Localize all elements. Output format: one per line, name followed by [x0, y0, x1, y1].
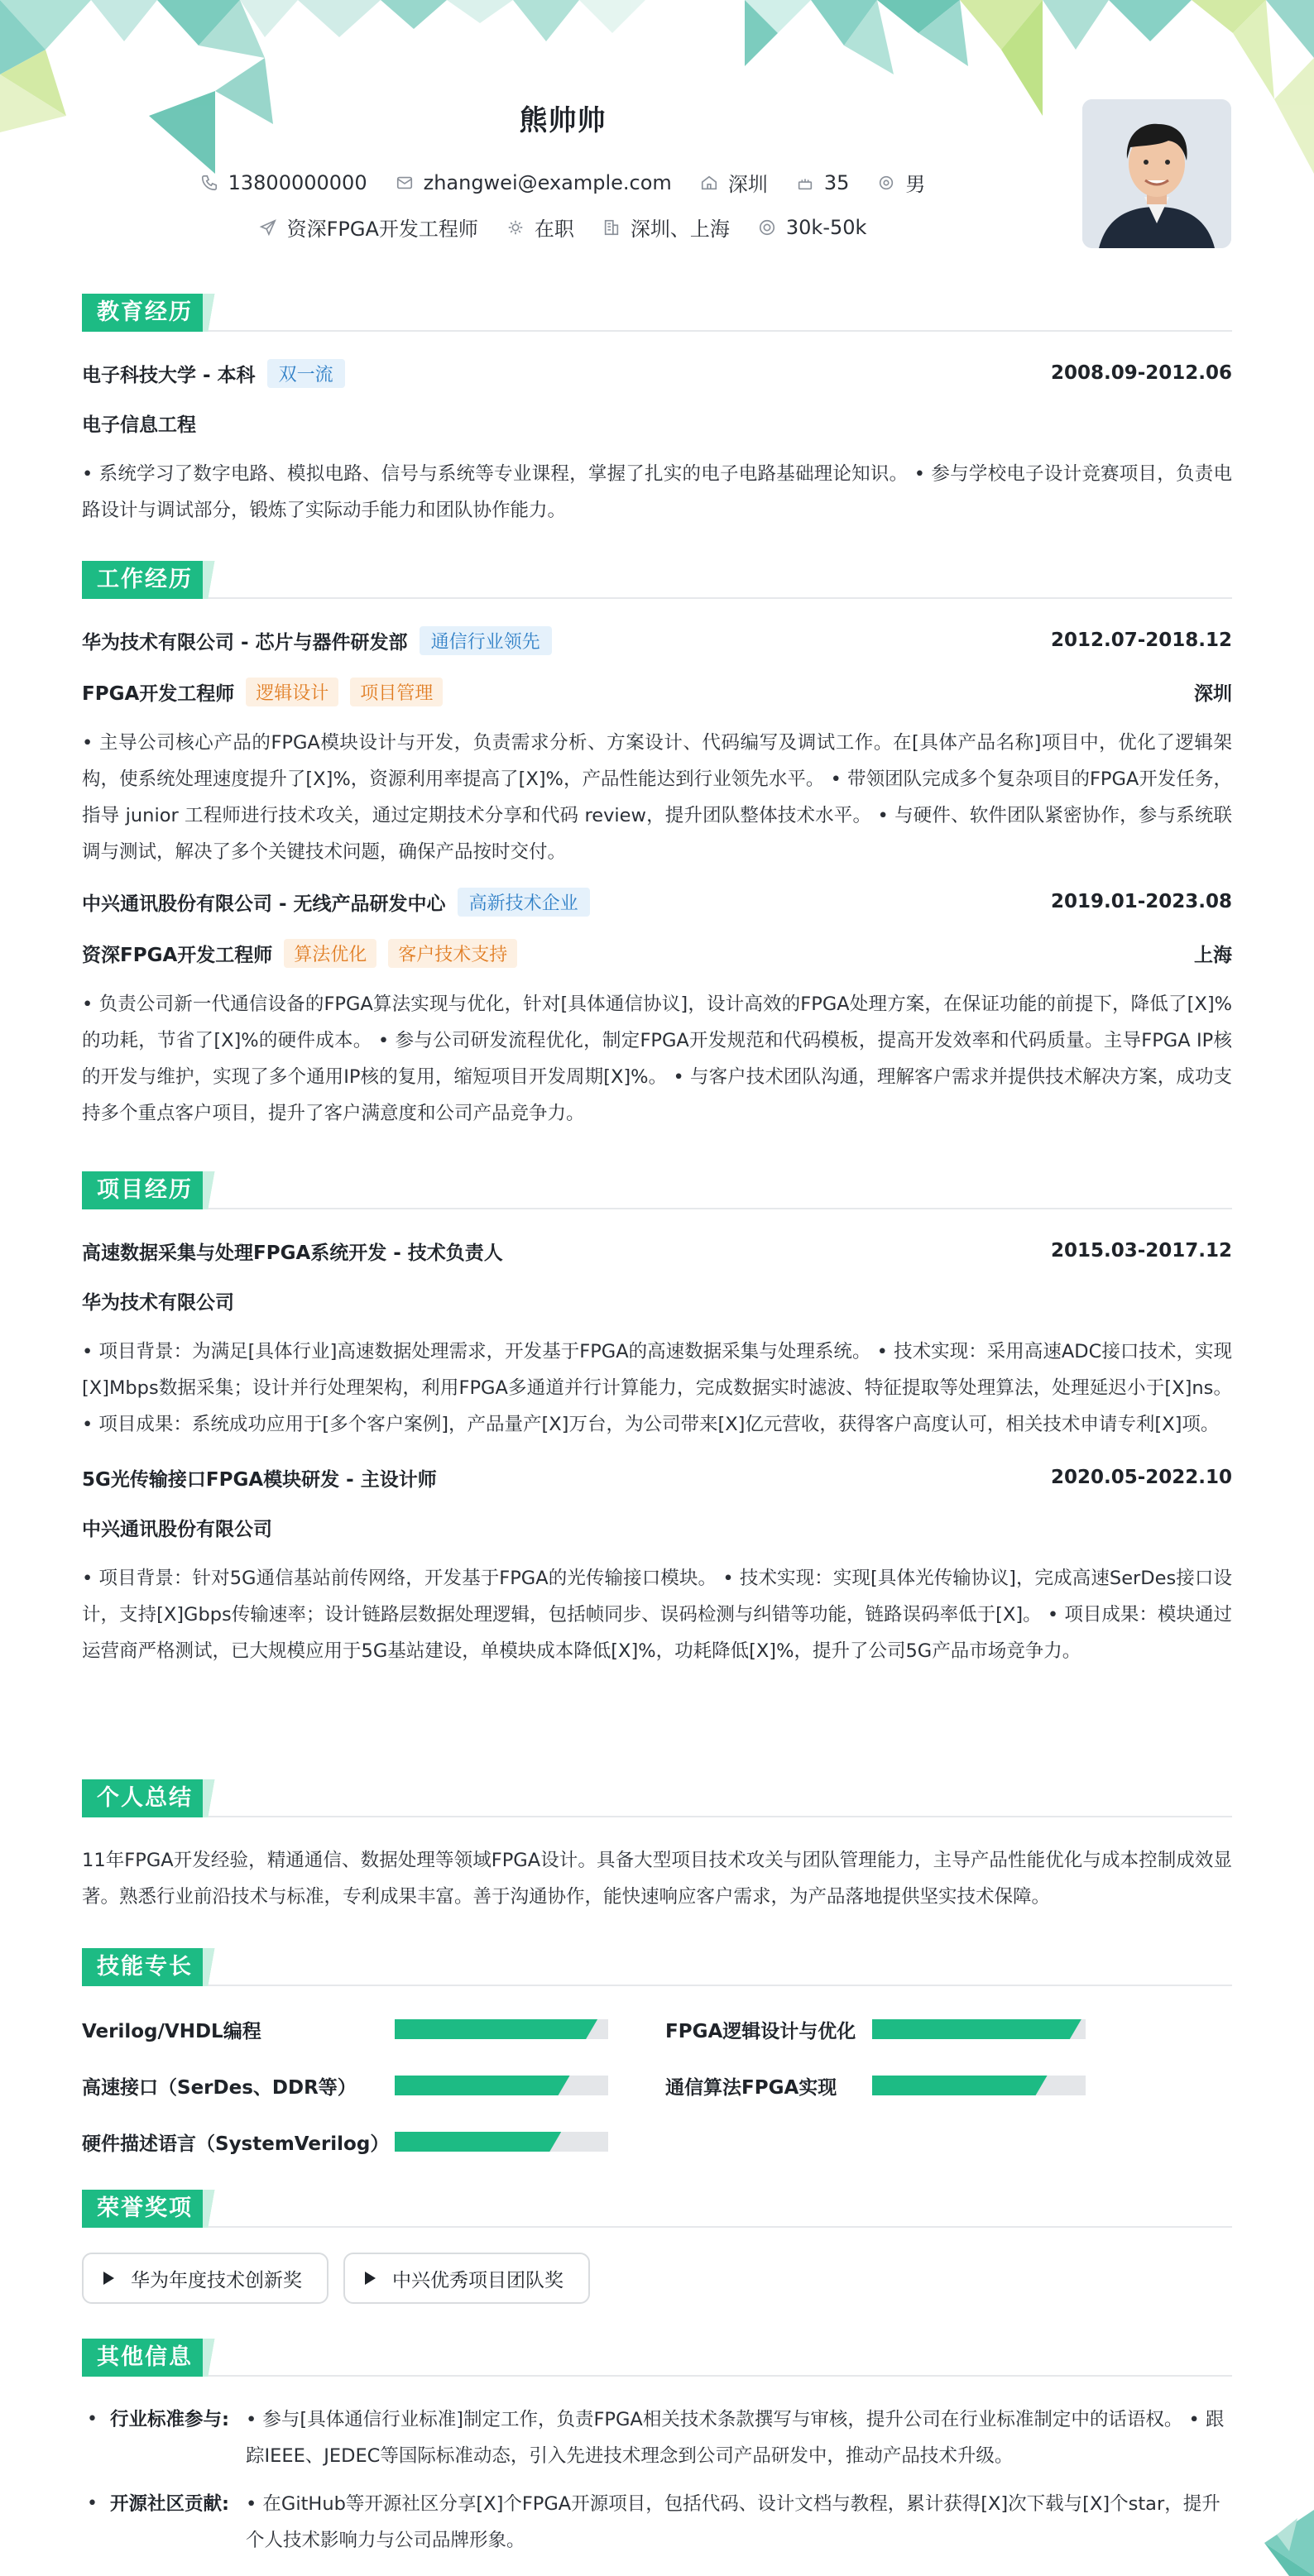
send-icon [259, 218, 277, 237]
skill-bar [395, 2132, 608, 2152]
education-entry-header [82, 357, 1232, 390]
project-entry-header [82, 1234, 1232, 1267]
skill-item [665, 2067, 1232, 2104]
age-text: 35 [823, 170, 850, 194]
project-title: 高速数据采集与处理FPGA系统开发 - 技术负责人 [82, 1242, 503, 1264]
resume-header [0, 0, 1314, 256]
section-title: 其他信息 [82, 2339, 208, 2377]
phone-item [200, 171, 367, 194]
section-header-work [82, 561, 1232, 599]
email-text: zhangwei@example.com [423, 170, 672, 194]
age-icon [796, 174, 814, 192]
building-icon [602, 218, 621, 237]
section-header-education [82, 294, 1232, 332]
other-item [82, 2486, 1232, 2559]
skill-tag: 算法优化 [284, 939, 376, 968]
section-title: 个人总结 [82, 1779, 208, 1817]
play-icon [103, 2272, 114, 2285]
position-title: 资深FPGA开发工程师 [82, 944, 273, 966]
project-company: 华为技术有限公司 [82, 1291, 234, 1314]
project-company: 中兴通讯股份有限公司 [82, 1518, 272, 1540]
job-intent-row [0, 213, 1125, 242]
target-position-item [259, 213, 478, 242]
work-date: 2019.01-2023.08 [1050, 891, 1232, 912]
section-header-other [82, 2339, 1232, 2377]
education-description: • 系统学习了数字电路、模拟电路、信号与系统等专业课程，掌握了扎实的电子电路基础理论知识。 • 参与学校电子设计竞赛项目，负责电路设计与调试部分，锻炼了实际动手能力和团队协作能力。 [82, 463, 1232, 521]
skill-name: 硬件描述语言（SystemVerilog） [82, 2133, 390, 2155]
award-name: 华为年度技术创新奖 [131, 2269, 302, 2291]
skill-bar-fill [872, 2076, 1048, 2095]
section-title: 荣誉奖项 [82, 2190, 208, 2228]
contact-row [0, 168, 1125, 197]
age-item [796, 171, 850, 194]
other-label: 行业标准参与: [110, 2409, 229, 2430]
position-title: FPGA开发工程师 [82, 682, 235, 705]
skill-tag: 客户技术支持 [388, 939, 517, 968]
bullet: • [87, 2409, 98, 2430]
status-text: 在职 [534, 218, 574, 241]
phone-icon [200, 174, 218, 192]
project-date: 2020.05-2022.10 [1050, 1467, 1232, 1488]
skill-tag: 逻辑设计 [246, 678, 338, 706]
work-city: 上海 [1194, 944, 1232, 966]
work-city: 深圳 [1194, 682, 1232, 705]
awards-list [82, 2253, 1232, 2304]
skill-name: 高速接口（SerDes、DDR等） [82, 2076, 357, 2099]
skills-grid [82, 2011, 1232, 2160]
work-entry-header [82, 885, 1232, 918]
skill-item [82, 2124, 665, 2160]
home-icon [700, 174, 718, 192]
skill-name: FPGA逻辑设计与优化 [665, 2020, 856, 2042]
project-description: • 项目背景：为满足[具体行业]高速数据处理需求，开发基于FPGA的高速数据采集与处理系统。 • 技术实现：采用高速ADC接口技术，实现[X]Mbps数据采集；设计并行处理架构，利用FPGA多通道并行计算能力，完成数据实时滤波、特征提取等处理算法，处理延迟小于[X]ns。 • 项目成果：系统成功应用于[多个客户案例]，产品量产[X]万台，为公司带来[X]亿元营收，获得客户高度认可，相关技术申请专利[X]项。 [82, 1341, 1232, 1435]
salary-text: 30k-50k [785, 215, 867, 239]
gender-item [877, 168, 925, 197]
education-date: 2008.09-2012.06 [1050, 362, 1232, 384]
skill-bar [872, 2076, 1086, 2095]
section-header-summary [82, 1779, 1232, 1817]
skill-item [82, 2011, 665, 2047]
skill-name: 通信算法FPGA实现 [665, 2076, 837, 2099]
work-date: 2012.07-2018.12 [1050, 630, 1232, 651]
other-text: • 在GitHub等开源社区分享[X]个FPGA开源项目，包括代码、设计文档与教程，累计获得[X]次下载与[X]个star，提升个人技术影响力与公司品牌形象。 [246, 2493, 1220, 2551]
skill-bar-fill [872, 2019, 1081, 2039]
awards-section [82, 2190, 1232, 2304]
section-title: 教育经历 [82, 294, 208, 332]
project-description: • 项目背景：针对5G通信基站前传网络，开发基于FPGA的光传输接口模块。 • 技术实现：实现[具体光传输协议]，完成高速SerDes接口设计，支持[X]Gbps传输速率；设计链路层数据处理逻辑，包括帧同步、误码检测与纠错等功能，链路误码率低于[X]。 • 项目成果：模块通过运营商严格测试，已大规模应用于5G基站建设，单模块成本降低[X]%，功耗降低[X]%，提升了公司5G产品市场竞争力。 [82, 1568, 1232, 1662]
salary-icon [758, 218, 776, 237]
salary-item [758, 216, 867, 239]
school-badge: 双一流 [267, 359, 345, 388]
skill-bar-fill [395, 2132, 561, 2152]
project-section [82, 1171, 1232, 1669]
section-header-awards [82, 2190, 1232, 2228]
summary-text: 11年FPGA开发经验，精通通信、数据处理等领域FPGA设计。具备大型项目技术攻关与团队管理能力，主导产品性能优化与成本控制成效显著。熟悉行业前沿技术与标准，专利成果丰富。善于沟通协作，能快速响应客户需求，为产品落地提供坚实技术保障。 [82, 1850, 1232, 1908]
work-description: • 负责公司新一代通信设备的FPGA算法实现与优化，针对[具体通信协议]，设计高效的FPGA处理方案，在保证功能的前提下，降低了[X]%的功耗，节省了[X]%的硬件成本。 • 参与公司研发流程优化，制定FPGA开发规范和代码模板，提高开发效率和代码质量。主导FPGA IP核的开发与维护，实现了多个通用IP核的复用，缩短项目开发周期[X]%。 • 与客户技术团队沟通，理解客户需求并提供技术解决方案，成功支持多个重点客户项目，提升了客户满意度和公司产品竞争力。 [82, 994, 1232, 1124]
target-cities-text: 深圳、上海 [630, 218, 730, 241]
skill-item [665, 2011, 1232, 2047]
target-position-text: 资深FPGA开发工程师 [286, 218, 478, 241]
skill-item [82, 2067, 665, 2104]
company-badge: 通信行业领先 [420, 626, 552, 655]
other-item [82, 2401, 1232, 2474]
education-section [82, 294, 1232, 529]
email-item [396, 171, 672, 194]
company-name: 华为技术有限公司 - 芯片与器件研发部 [82, 631, 408, 654]
target-cities-item [602, 213, 730, 242]
skill-name: Verilog/VHDL编程 [82, 2020, 261, 2042]
other-section [82, 2339, 1232, 2559]
avatar [1082, 99, 1231, 248]
skill-bar [872, 2019, 1086, 2039]
section-title: 工作经历 [82, 561, 208, 599]
section-header-projects [82, 1171, 1232, 1209]
phone-text: 13800000000 [228, 170, 367, 194]
section-header-skills [82, 1948, 1232, 1986]
other-text: • 参与[具体通信行业标准]制定工作，负责FPGA相关技术条款撰写与审核，提升公司在行业标准制定中的话语权。 • 跟踪IEEE、JEDEC等国际标准动态，引入先进技术理念到公司产品研发中，推动产品技术升级。 [246, 2409, 1225, 2467]
company-badge: 高新技术企业 [458, 888, 590, 917]
bullet: • [87, 2493, 98, 2514]
skill-bar-fill [395, 2076, 570, 2095]
project-entry-header [82, 1461, 1232, 1494]
work-position-row [82, 675, 1232, 708]
work-description: • 主导公司核心产品的FPGA模块设计与开发，负责需求分析、方案设计、代码编写及调试工作。在[具体产品名称]项目中，优化了逻辑架构，使系统处理速度提升了[X]%，资源利用率提高了[X]%，产品性能达到行业领先水平。 • 带领团队完成多个复杂项目的FPGA开发任务，指导 junior 工程师进行技术攻关，通过定期技术分享和代码 review，提升团队整体技术水平。 • 与硬件、软件团队紧密协作，参与系统联调与测试，解决了多个关键技术问题，确保产品按时交付。 [82, 732, 1232, 863]
email-icon [396, 174, 414, 192]
work-position-row [82, 936, 1232, 970]
award-name: 中兴优秀项目团队奖 [392, 2269, 563, 2291]
skill-tag: 项目管理 [350, 678, 443, 706]
location-text: 深圳 [727, 173, 768, 196]
status-icon [506, 218, 525, 237]
company-name: 中兴通讯股份有限公司 - 无线产品研发中心 [82, 893, 446, 915]
summary-section [82, 1779, 1232, 1915]
work-section [82, 561, 1232, 1132]
award-item [82, 2253, 328, 2304]
project-title: 5G光传输接口FPGA模块研发 - 主设计师 [82, 1468, 437, 1491]
gender-text: 男 [905, 173, 926, 196]
status-item [506, 213, 574, 242]
school-name: 电子科技大学 - 本科 [82, 364, 256, 386]
candidate-name: 熊帅帅 [519, 104, 607, 137]
project-date: 2015.03-2017.12 [1050, 1240, 1232, 1262]
gender-icon [877, 174, 895, 192]
skill-bar [395, 2019, 608, 2039]
other-label: 开源社区贡献: [110, 2493, 229, 2515]
skill-bar-fill [395, 2019, 597, 2039]
skill-bar [395, 2076, 608, 2095]
award-item [343, 2253, 590, 2304]
skills-section [82, 1948, 1232, 2160]
corner-decoration [1240, 2502, 1314, 2576]
location-item [700, 168, 768, 197]
work-entry-header [82, 624, 1232, 657]
section-title: 技能专长 [82, 1948, 208, 1986]
major: 电子信息工程 [82, 414, 196, 436]
play-icon [365, 2272, 376, 2285]
section-title: 项目经历 [82, 1171, 208, 1209]
